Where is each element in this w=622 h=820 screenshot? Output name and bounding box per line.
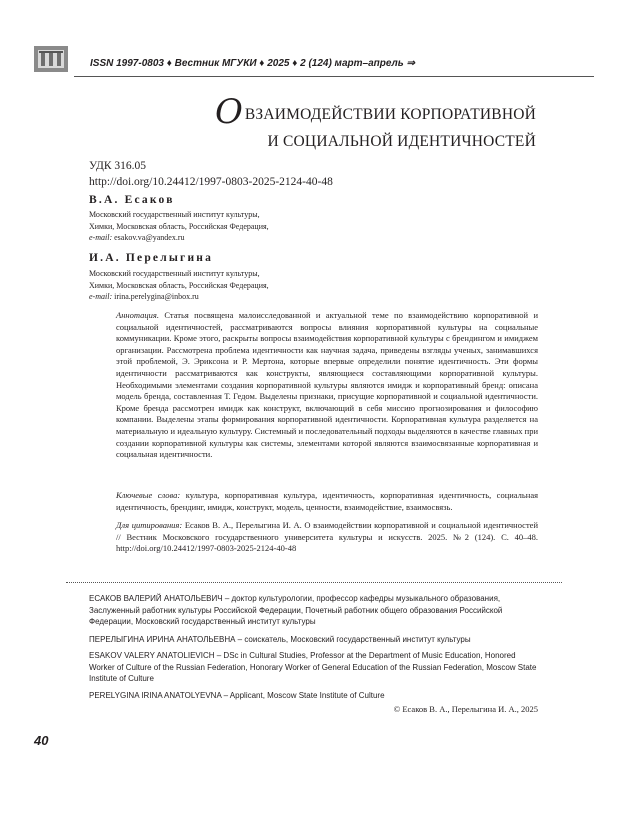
citation xyxy=(116,520,538,555)
university-logo-icon xyxy=(34,46,68,72)
keywords xyxy=(116,490,538,513)
author-name: И.А. Перелыгина xyxy=(89,252,214,264)
title-line-1: ВЗАИМОДЕЙСТВИИ КОРПОРАТИВНОЙ xyxy=(244,106,536,123)
doi-link[interactable]: http://doi.org/10.24412/1997-0803-2025-2124-40-48 xyxy=(89,176,333,188)
udk-code: УДК 316.05 xyxy=(89,160,146,172)
abstract-text: Статья посвящена малоисследованной и актуальной теме по взаимодействию корпоративной и социальной идентичностей, рассматриваются вопросы влияния корпоративной культуры на социальные коммуникации. Кроме этого, раскрыты вопросы взаимодействия корпоративной культуры с брендингом и имиджем организации. Рассмотрена проблема идентичности как научная задача, приведены взгляды ученых, занимавшихся этой проблемой, Э. Эриксона и Р. Мертона, которые впервые определили понятие идентичность. Эти формы идентичности рассматриваются как конструкты, являющиеся составляющими корпоративной культуры. Необходимыми элементами создания корпоративной культуры являются имидж и корпоративный бренд: описана модель бренда, составленная Т. Гедом. Выделены признаки, присущие корпоративной и социальной идентичности. Кроме бренда рассмотрен имидж как конструкт, включающий в себя миссию прогнозирования и философию компании. Выделены этапы формирования корпоративной идентичности. Корпоративная культура разделяется на материальную и идеальную культуру. Системный и последовательный подходы выделяются в качестве главных при создании корпоративной культуры как системы, элементами которой являются взаимосвязанные корпоративная и социальная идентичности. xyxy=(116,310,539,460)
author-bio: PERELYGINA IRINA ANATOLYEVNA – Applicant, Moscow State Institute of Culture xyxy=(89,691,385,700)
journal-info: ISSN 1997-0803 ♦ Вестник МГУКИ ♦ 2025 ♦ 2 (124) март–апрель ⇒ xyxy=(90,58,415,69)
abstract-label: Аннотация. xyxy=(116,310,159,320)
udk-block xyxy=(89,158,333,190)
author-email[interactable]: irina.perelygina@inbox.ru xyxy=(114,292,199,301)
page-number: 40 xyxy=(34,733,49,748)
author-name: В.А. Есаков xyxy=(89,194,175,206)
citation-label: Для цитирования: xyxy=(116,520,183,530)
keywords-text: культура, корпоративная культура, идентичность, корпоративная идентичность, социальная идентичность, брендинг, имидж, конструкт, модель, ценности, взаимодействие, взаимосвязь. xyxy=(116,490,539,512)
author-affiliation: Московский государственный институт культуры, Химки, Московская область, Российская Федерация, e-mail: esakov.va@yandex.ru xyxy=(89,210,269,242)
header-rule xyxy=(74,76,594,77)
author-affiliation: Московский государственный институт культуры, Химки, Московская область, Российская Федерация, e-mail: irina.perelygina@inbox.ru xyxy=(89,269,269,301)
title-line-2: И СОЦИАЛЬНОЙ ИДЕНТИЧНОСТЕЙ xyxy=(267,133,536,150)
keywords-label: Ключевые слова: xyxy=(116,490,181,500)
author-bio: ПЕРЕЛЫГИНА ИРИНА АНАТОЛЬЕВНА – соискатель, Московский государственный институт культуры xyxy=(89,635,471,644)
abstract xyxy=(116,310,538,461)
author-bio: ESAKOV VALERY ANATOLIEVICH – DSc in Cultural Studies, Professor at the Department of Music Education, Honored Worker of Culture of the Russian Federation, Honorary Worker of General Education of the Russian Federation, Moscow State Institute of Culture xyxy=(89,651,537,684)
article-title xyxy=(196,92,536,151)
author-bio: ЕСАКОВ ВАЛЕРИЙ АНАТОЛЬЕВИЧ – доктор культурологии, профессор кафедры музыкального образования, Заслуженный работник культуры Российской Федерации, Почетный работник общего образования Российской Федерации, Московский государственный институт культуры xyxy=(89,594,503,627)
author-email[interactable]: esakov.va@yandex.ru xyxy=(114,233,185,242)
journal-header xyxy=(34,46,594,80)
dotted-divider xyxy=(66,582,562,583)
citation-text: Есаков В. А., Перелыгина И. А. О взаимодействии корпоративной и социальной идентичностей // Вестник Московского государственного университета культуры и искусств. 2025. №2 (124). С. 40–48. http://doi.org/10.24412/1997-0803-2025-2124-40-48 xyxy=(116,520,538,554)
title-initial: О xyxy=(214,92,243,132)
copyright: © Есаков В. А., Перелыгина И. А., 2025 xyxy=(393,704,538,714)
